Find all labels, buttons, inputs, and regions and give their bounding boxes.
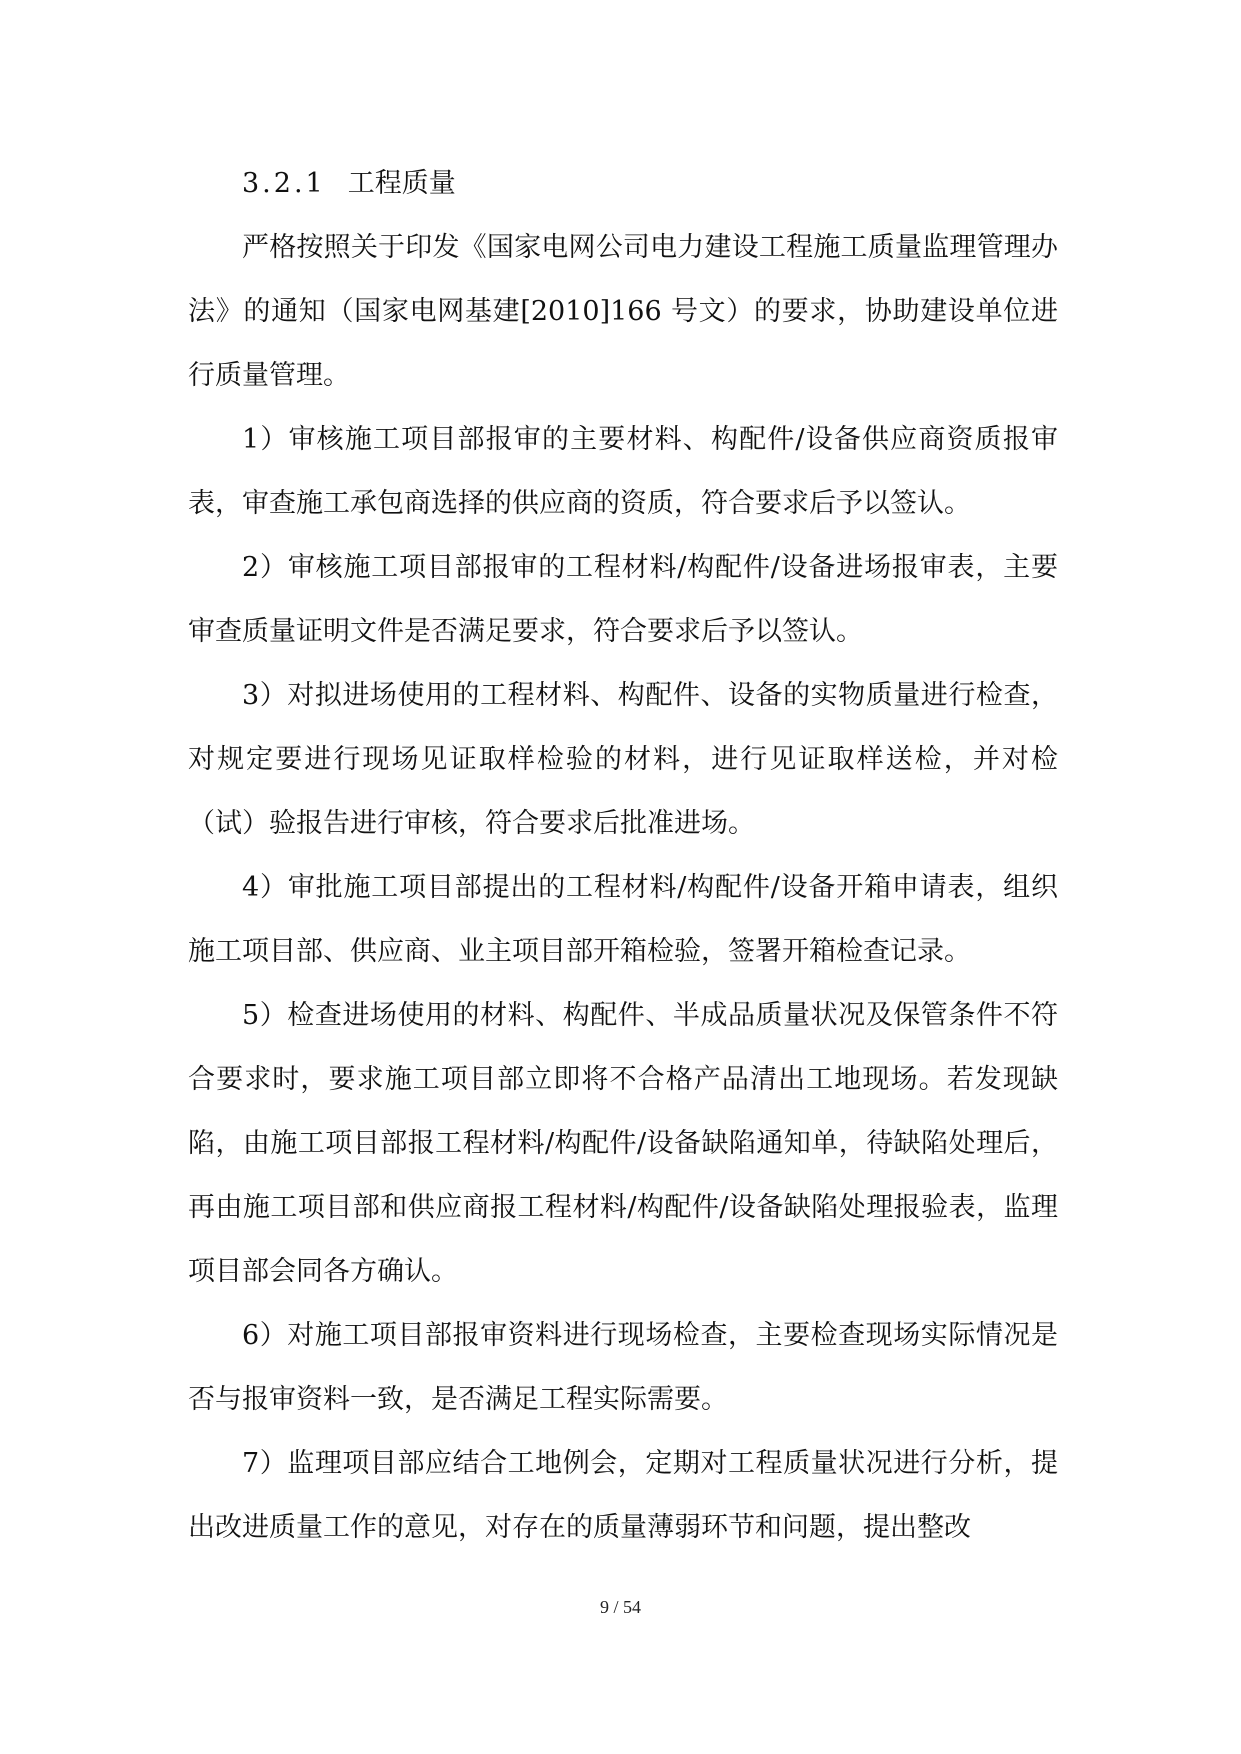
paragraph-item-7: 7）监理项目部应结合工地例会，定期对工程质量状况进行分析，提出改进质量工作的意见，对存在的质量薄弱环节和问题，提出整改 bbox=[188, 1448, 1058, 1543]
paragraph-item-6: 6）对施工项目部报审资料进行现场检查，主要检查现场实际情况是否与报审资料一致，是否满足工程实际需要。 bbox=[188, 1320, 1058, 1415]
section-title: 工程质量 bbox=[347, 168, 456, 199]
page-number: 9 / 54 bbox=[599, 1597, 641, 1617]
document-body bbox=[188, 152, 1058, 1560]
paragraph-item-2: 2）审核施工项目部报审的工程材料/构配件/设备进场报审表，主要审查质量证明文件是否满足要求，符合要求后予以签认。 bbox=[188, 552, 1058, 647]
section-number: 3.2.1 bbox=[242, 168, 326, 199]
paragraph-item-1: 1）审核施工项目部报审的主要材料、构配件/设备供应商资质报审表，审查施工承包商选择的供应商的资质，符合要求后予以签认。 bbox=[188, 424, 1058, 519]
paragraph-item-5: 5）检查进场使用的材料、构配件、半成品质量状况及保管条件不符合要求时，要求施工项目部立即将不合格产品清出工地现场。若发现缺陷，由施工项目部报工程材料/构配件/设备缺陷通知单，待缺陷处理后，再由施工项目部和供应商报工程材料/构配件/设备缺陷处理报验表，监理项目部会同各方确认。 bbox=[188, 1000, 1058, 1287]
section-heading bbox=[188, 152, 1058, 216]
paragraph-item-4: 4）审批施工项目部提出的工程材料/构配件/设备开箱申请表，组织施工项目部、供应商、业主项目部开箱检验，签署开箱检查记录。 bbox=[188, 872, 1058, 967]
paragraph-item-3: 3）对拟进场使用的工程材料、构配件、设备的实物质量进行检查，对规定要进行现场见证取样检验的材料，进行见证取样送检，并对检（试）验报告进行审核，符合要求后批准进场。 bbox=[188, 680, 1058, 839]
paragraph-intro: 严格按照关于印发《国家电网公司电力建设工程施工质量监理管理办法》的通知（国家电网基建[2010]166 号文）的要求，协助建设单位进行质量管理。 bbox=[188, 232, 1058, 391]
